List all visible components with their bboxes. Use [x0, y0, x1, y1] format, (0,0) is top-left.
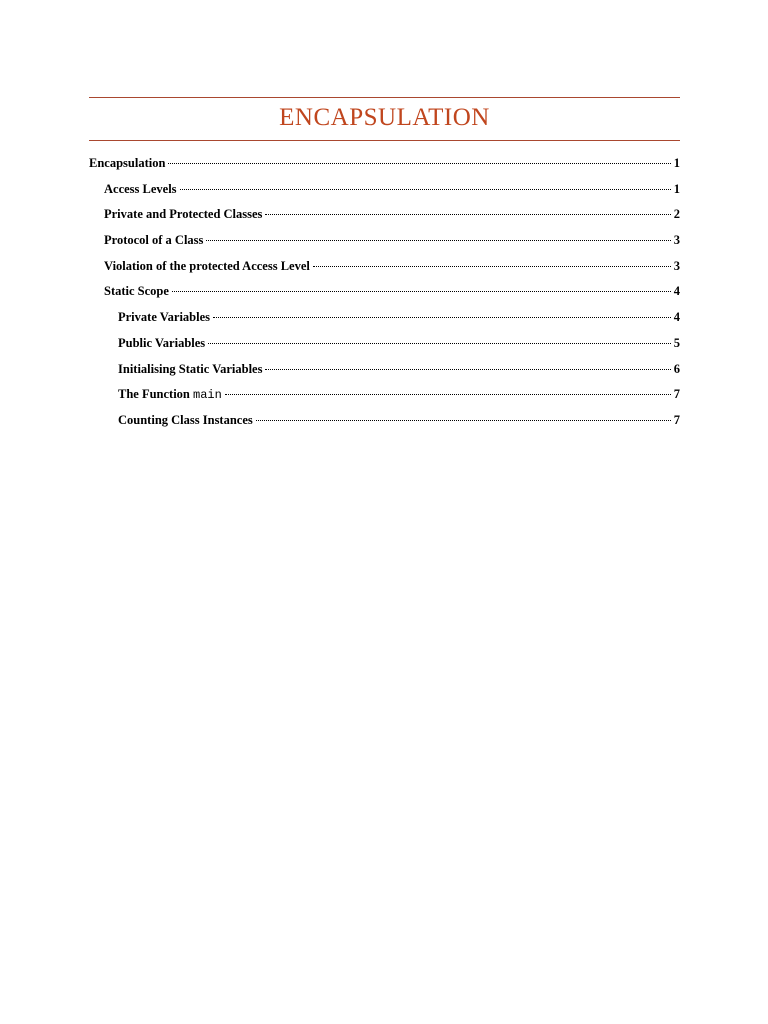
toc-dot-leader	[313, 266, 671, 267]
toc-page-number: 1	[673, 181, 680, 196]
toc-dot-leader	[265, 369, 670, 370]
toc-dot-leader	[265, 214, 670, 215]
toc-dot-leader	[208, 343, 671, 344]
toc-page-number: 5	[673, 335, 680, 350]
toc-entry-label	[104, 233, 203, 248]
toc-entry[interactable]	[89, 233, 680, 259]
toc-entry[interactable]	[89, 207, 680, 233]
toc-entry-label-text: The Function	[118, 387, 194, 402]
toc-entry-label	[104, 182, 177, 197]
toc-entry-label	[104, 259, 310, 274]
toc-entry-label-text: Violation of the protected Access Level	[104, 258, 310, 273]
toc-page-number: 7	[673, 412, 680, 427]
toc-entry[interactable]	[89, 182, 680, 208]
title-bottom-rule	[89, 140, 680, 141]
toc-entry-label-text: Static Scope	[104, 284, 169, 299]
toc-entry-label-text: Public Variables	[118, 335, 206, 350]
toc-entry[interactable]	[89, 362, 680, 388]
toc-dot-leader	[256, 420, 671, 421]
toc-dot-leader	[180, 189, 671, 190]
toc-entry-label	[104, 284, 169, 299]
toc-entry-label-text: Access Levels	[104, 181, 177, 196]
toc-page-number: 3	[673, 233, 680, 248]
table-of-contents	[89, 156, 680, 439]
toc-entry[interactable]	[89, 336, 680, 362]
toc-entry-label-text: Private Variables	[118, 310, 211, 325]
toc-entry-label-text: Protocol of a Class	[104, 233, 204, 248]
toc-entry[interactable]	[89, 310, 680, 336]
toc-dot-leader	[225, 394, 671, 395]
toc-entry[interactable]	[89, 156, 680, 182]
toc-entry-label	[118, 362, 262, 377]
toc-entry-label-text: Encapsulation	[89, 156, 166, 170]
toc-entry-label	[118, 387, 222, 402]
toc-entry[interactable]	[89, 259, 680, 285]
toc-dot-leader	[213, 317, 671, 318]
toc-entry-label	[89, 156, 165, 171]
toc-entry[interactable]	[89, 284, 680, 310]
toc-entry-label	[118, 310, 210, 325]
toc-entry-label-text: Initialising Static Variables	[118, 361, 263, 376]
toc-entry-label	[118, 336, 205, 351]
toc-entry-label	[118, 413, 253, 428]
title-top-rule	[89, 97, 680, 98]
toc-page-number: 7	[673, 387, 680, 402]
toc-entry-code: main	[193, 388, 222, 403]
toc-dot-leader	[168, 163, 670, 164]
toc-page-number: 3	[673, 258, 680, 273]
toc-entry[interactable]	[89, 387, 680, 413]
document-title: ENCAPSULATION	[279, 104, 490, 131]
toc-dot-leader	[172, 291, 671, 292]
toc-entry[interactable]	[89, 413, 680, 439]
toc-dot-leader	[206, 240, 670, 241]
toc-entry-label	[104, 207, 262, 222]
toc-page-number: 2	[673, 207, 680, 222]
toc-entry-label-text: Private and Protected Classes	[104, 207, 263, 222]
toc-entry-label-text: Counting Class Instances	[118, 412, 253, 427]
toc-page-number: 4	[673, 310, 680, 325]
toc-page-number: 1	[673, 156, 680, 170]
toc-page-number: 6	[673, 361, 680, 376]
toc-page-number: 4	[673, 284, 680, 299]
